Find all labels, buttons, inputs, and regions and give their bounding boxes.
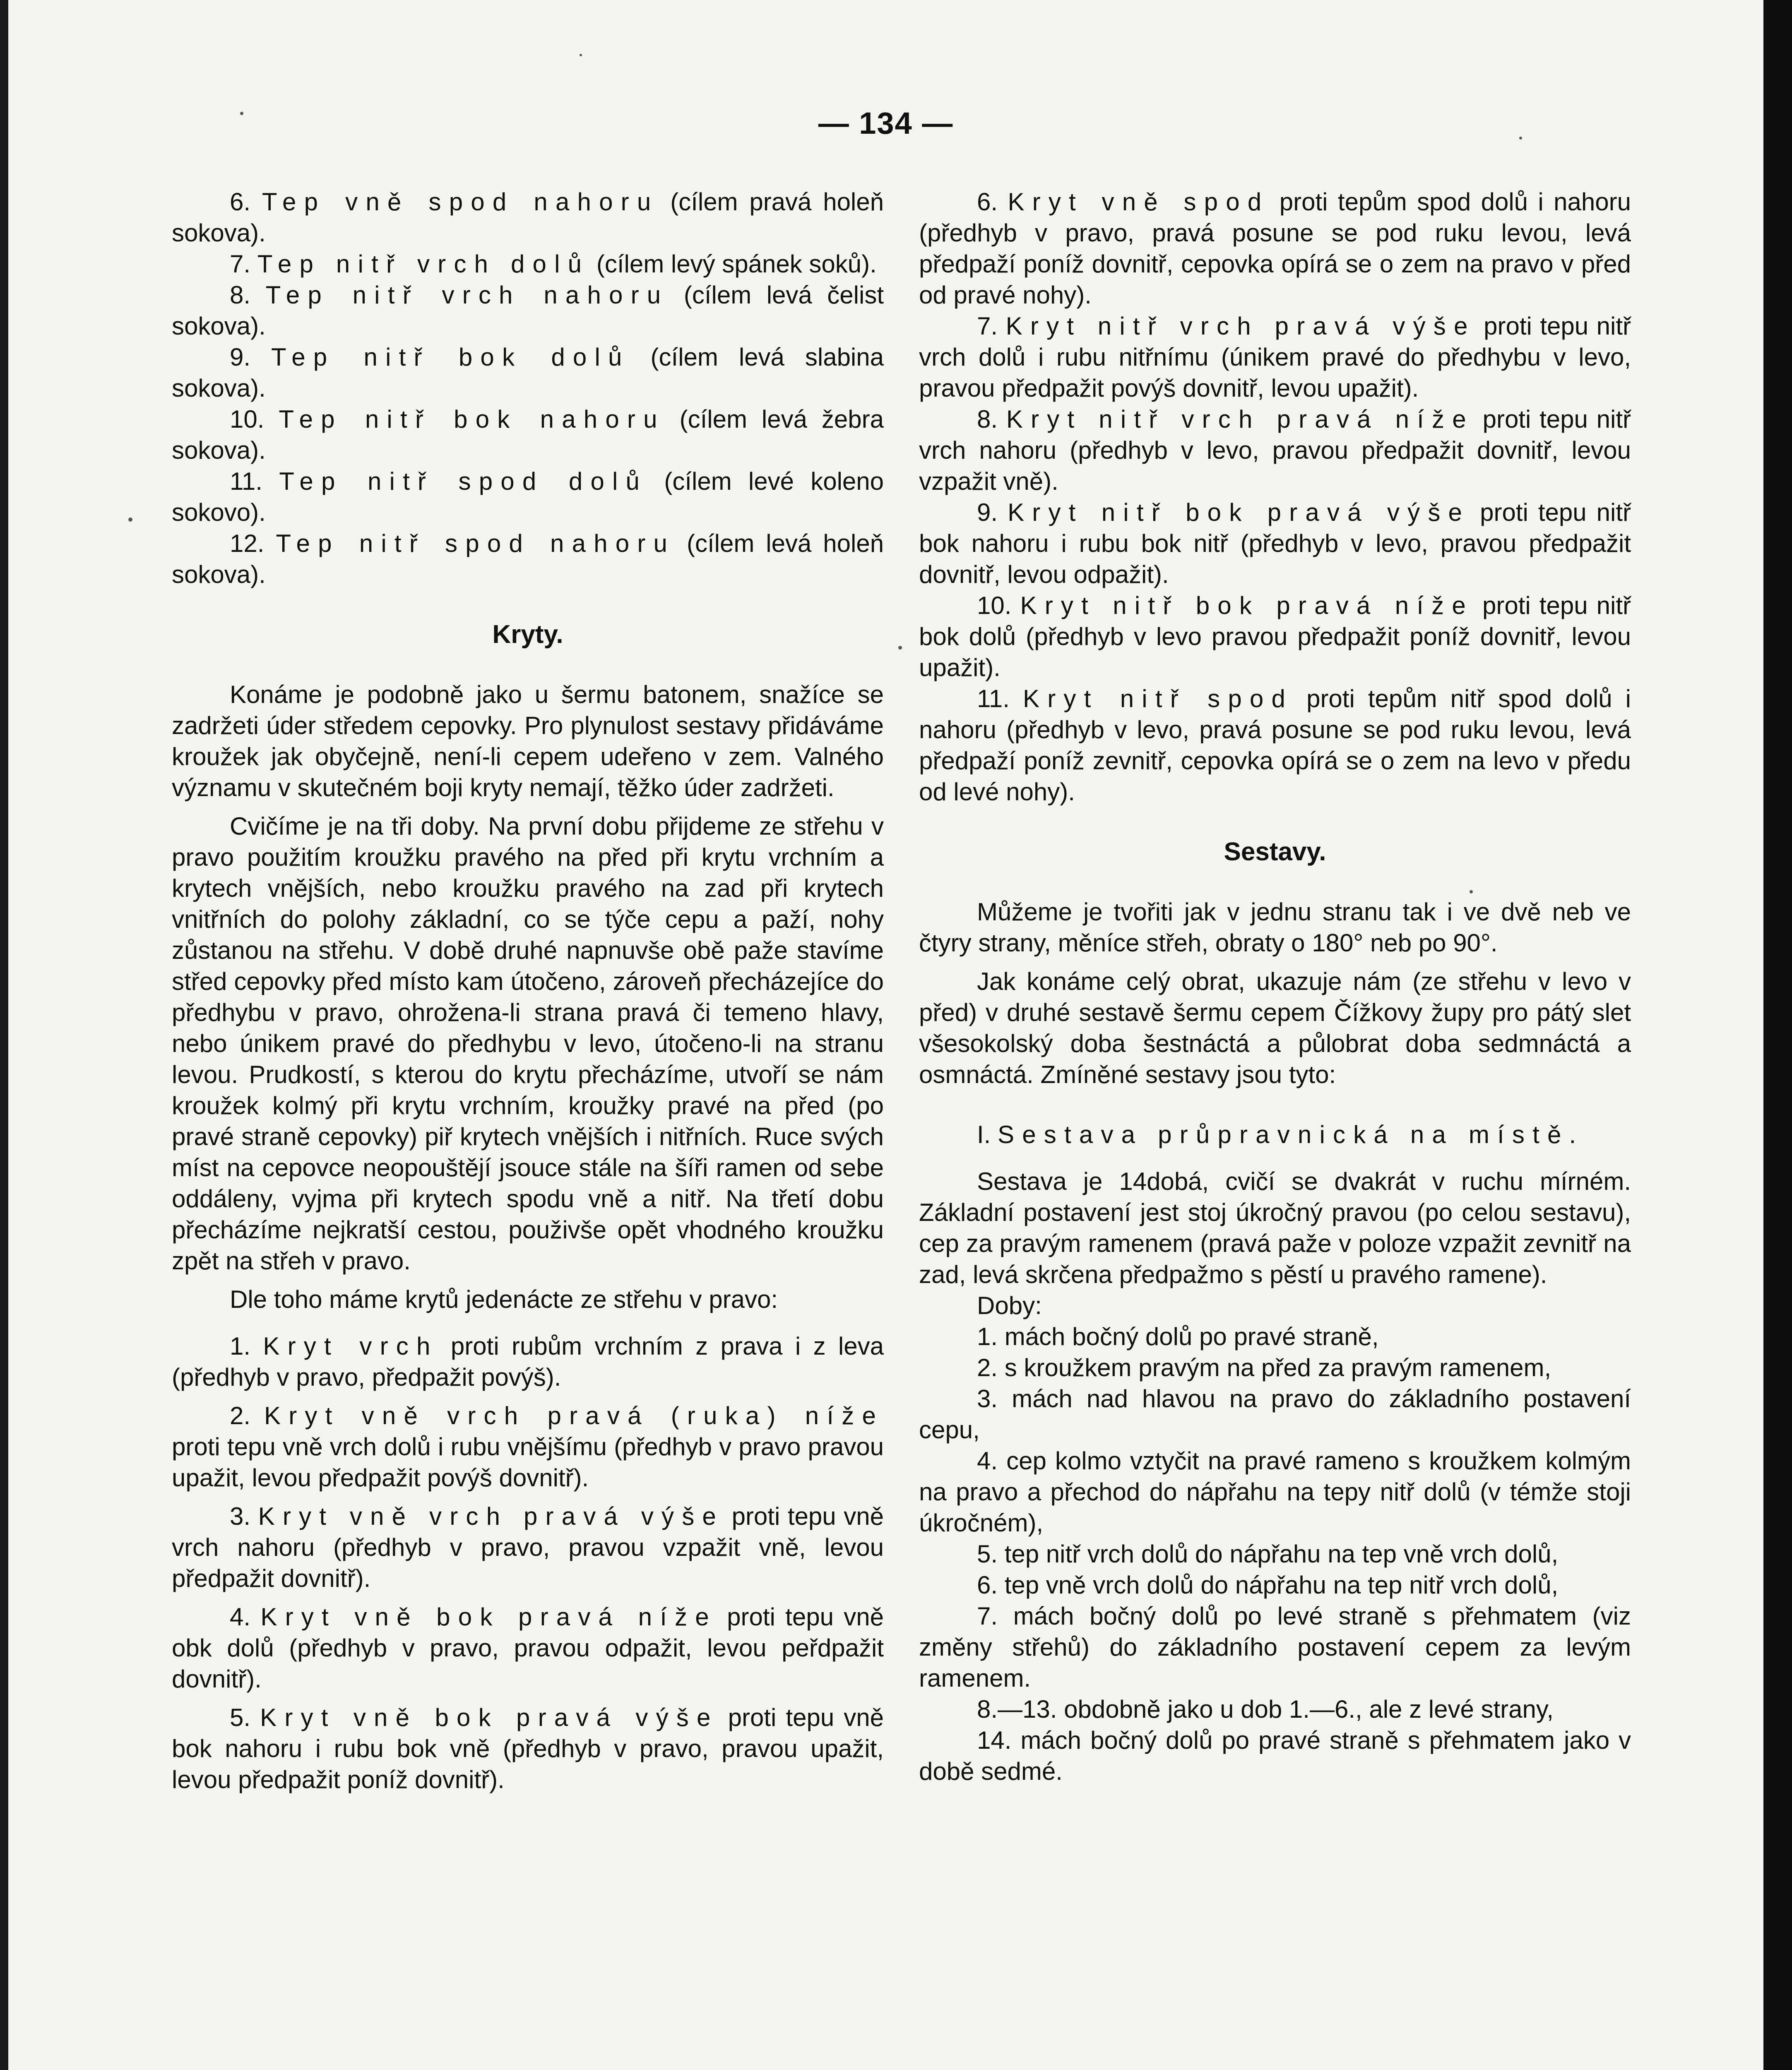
item-text: proti tepu vně obk dolů (předhyb v pravo, pravou odpažit, levou peřdpažit dovnitř). — [172, 1603, 884, 1693]
item-number: 10. — [977, 592, 1012, 619]
doby-item: 6. tep vně vrch dolů do nápřahu na tep nitř vrch dolů, — [977, 1571, 1559, 1599]
item-term: Tep nitř vrch dolů — [257, 250, 590, 278]
doby-item: 5. tep nitř vrch dolů do nápřahu na tep vně vrch dolů, — [977, 1540, 1559, 1568]
item-number: 1. — [230, 1332, 251, 1360]
paragraph: Sestava je 14dobá, cvičí se dvakrát v ruchu mírném. Základní postavení jest stoj úkročný pravou (po celou sestavu), cep za pravým ramenem (pravá paže v poloze vzpažit zevnitř na zad, levá skrčena předpažmo s pěstí u pravého ramene). — [919, 1167, 1631, 1288]
item-number: 8. — [230, 281, 251, 309]
item-number: 5. — [230, 1704, 251, 1731]
item-text: proti tepům spod dolů i nahoru (předhyb v pravo, pravá posune se pod ruku levou, levá předpaží poníž dovnitř, cepovka opírá se o zem na pravo v před od pravé nohy). — [919, 188, 1631, 309]
doby-item: 14. mách bočný dolů po pravé straně s přehmatem jako v době sedmé. — [919, 1726, 1631, 1785]
item-text: proti tepu nitř vrch nahoru (předhyb v levo, pravou předpažit dovnitř, levou vzpažit vně). — [919, 405, 1631, 495]
doby-item: 2. s kroužkem pravým na před za pravým ramenem, — [977, 1354, 1551, 1382]
item-number: 11. — [977, 685, 1010, 712]
doby-item: 4. cep kolmo vztyčit na pravé rameno s kroužkem kolmým na pravo a přechod do nápřahu na tepy nitř dolů (v témže stoji úkročném), — [919, 1447, 1631, 1537]
tep-item — [172, 466, 884, 528]
scan-speck — [898, 646, 902, 650]
doby-item: 1. mách bočný dolů po pravé straně, — [977, 1323, 1379, 1350]
scan-speck — [580, 54, 582, 56]
item-term: Kryt nitř bok pravá výše — [1008, 498, 1470, 526]
paragraph: Dle toho máme krytů jedenácte ze střehu v pravo: — [230, 1285, 778, 1313]
subsection-title-text: Sestava průpravnická na místě. — [998, 1121, 1584, 1148]
item-term: Kryt nitř bok pravá níže — [1020, 592, 1474, 619]
item-text: proti tepu nitř vrch dolů i rubu nitřnímu (únikem pravé do předhybu v levo, pravou předpažit povýš dovnitř, levou upažit). — [919, 312, 1631, 402]
item-term: Kryt vně spod — [1008, 188, 1270, 216]
item-number: 7. — [230, 250, 251, 278]
item-text: proti tepu vně vrch dolů i rubu vnějšímu (předhyb v pravo pravou upažit, levou předpažit povýš dovnitř). — [172, 1433, 884, 1492]
kryt-item — [919, 186, 1631, 310]
item-text: proti tepu nitř bok nahoru i rubu bok nitř (předhyb v levo, pravou předpažit dovnitř, levou odpažit). — [919, 498, 1631, 588]
kryt-item — [919, 497, 1631, 590]
item-text: (cílem levá čelist sokova). — [172, 281, 884, 340]
item-term: Kryt nitř spod — [1023, 685, 1294, 712]
item-term: Kryt vně vrch pravá výše — [258, 1502, 724, 1530]
item-term: Tep vně spod nahoru — [262, 188, 659, 216]
kryt-item — [919, 590, 1631, 683]
kryt-item — [172, 1331, 884, 1393]
item-number: 9. — [977, 498, 998, 526]
scanned-page — [8, 0, 1763, 2070]
section-heading-kryty: Kryty. — [492, 620, 563, 649]
item-text: (cílem levá holeň sokova). — [172, 530, 884, 588]
item-text: (cílem levá slabina sokova). — [172, 343, 884, 402]
kryt-item — [919, 683, 1631, 807]
tep-item — [172, 528, 884, 590]
tep-item — [172, 248, 884, 279]
item-number: 12. — [230, 530, 265, 557]
item-term: Tep nitř bok dolů — [271, 343, 630, 371]
kryt-item — [172, 1601, 884, 1695]
paragraph: Konáme je podobně jako u šermu batonem, snažíce se zadržeti úder středem cepovky. Pro plynulost sestavy přidáváme kroužek jak obyčejně, není-li cepem udeřeno v zem. Valného významu v skutečném boji kryty nemají, těžko úder zadržeti. — [172, 681, 884, 802]
item-number: 6. — [977, 188, 998, 216]
item-number: 4. — [230, 1603, 251, 1631]
scan-speck — [240, 112, 243, 115]
tep-item — [172, 404, 884, 466]
item-text: proti tepu nitř bok dolů (předhyb v levo pravou předpažit poníž dovnitř, levou upažit). — [919, 592, 1631, 681]
right-column — [919, 186, 1631, 1787]
kryt-item — [919, 404, 1631, 497]
left-column — [172, 186, 884, 1795]
kryt-item — [919, 310, 1631, 404]
item-term: Kryt nitř vrch pravá výše — [1005, 312, 1476, 340]
item-number: 10. — [230, 405, 265, 433]
doby-label: Doby: — [977, 1292, 1042, 1319]
tep-item — [172, 186, 884, 248]
item-text: (cílem levé koleno sokovo). — [172, 467, 884, 526]
tep-item — [172, 342, 884, 404]
item-text: proti tepu vně vrch nahoru (předhyb v pravo, pravou vzpažit vně, levou předpažit dovnitř). — [172, 1502, 884, 1592]
item-text: proti tepům nitř spod dolů i nahoru (předhyb v levo, pravá posune se pod ruku levou, levá předpaží poníž zevnitř, cepovka opírá se o zem na levo v předu od levé nohy). — [919, 685, 1631, 806]
paragraph: Můžeme je tvořiti jak v jednu stranu tak i ve dvě neb ve čtyry strany, měníce střeh, obraty o 180° neb po 90°. — [919, 898, 1631, 957]
item-number: 9. — [230, 343, 251, 371]
scan-speck — [1470, 890, 1473, 893]
item-text: (cílem levá žebra sokova). — [172, 405, 884, 464]
item-number: 7. — [977, 312, 998, 340]
item-term: Tep nitř spod dolů — [279, 467, 648, 495]
scan-speck — [1519, 137, 1522, 140]
subsection-number: I. — [977, 1121, 991, 1148]
tep-item — [172, 279, 884, 342]
item-term: Kryt nitř vrch pravá níže — [1006, 405, 1474, 433]
kryt-item — [172, 1702, 884, 1795]
item-text: proti rubům vrchním z prava i z leva (předhyb v pravo, předpažit povýš). — [172, 1332, 884, 1391]
item-term: Kryt vrch — [263, 1332, 438, 1360]
doby-item: 8.—13. obdobně jako u dob 1.—6., ale z levé strany, — [977, 1695, 1554, 1723]
item-term: Tep nitř spod nahoru — [276, 530, 676, 557]
doby-item: 7. mách bočný dolů po levé straně s přehmatem (viz změny střehů) do základního postavení cepem za levým ramenem. — [919, 1602, 1631, 1692]
item-number: 2. — [230, 1402, 251, 1430]
subsection-title — [919, 1119, 1631, 1150]
item-term: Kryt vně bok pravá výše — [260, 1704, 719, 1731]
doby-item: 3. mách nad hlavou na pravo do základního postavení cepu, — [919, 1385, 1631, 1444]
item-text: (cílem levý spánek soků). — [589, 250, 877, 278]
item-number: 11. — [230, 467, 262, 495]
item-term: Tep nitř vrch nahoru — [265, 281, 669, 309]
paragraph: Jak konáme celý obrat, ukazuje nám (ze střehu v levo v před) v druhé sestavě šermu cepem Čížkovy župy pro pátý slet všesokolský doba šestnáctá a půlobrat doba sedmnáctá a osmnáctá. Zmíněné sestavy jsou tyto: — [919, 968, 1631, 1088]
item-term: Kryt vně bok pravá níže — [260, 1603, 717, 1631]
item-number: 6. — [230, 188, 251, 216]
kryt-item — [172, 1501, 884, 1594]
page-number: — 134 — — [818, 106, 954, 140]
paragraph: Cvičíme je na tři doby. Na první dobu přijdeme ze střehu v pravo použitím kroužku pravého na před při krytu vrchním a krytech vnějších, nebo kroužku pravého na zad při krytech vnitřních do polohy základní, co se týče cepu a paží, nohy zůstanou na střehu. V době druhé napnuvše obě paže stavíme střed cepovky před místo kam útočeno, zároveň přecházejíce do předhybu v pravo, ohrožena-li strana pravá či temeno hlavy, nebo únikem pravé do předhybu v levo, útočeno-li na stranu levou. Prudkostí, s kterou do krytu přecházíme, utvoří se nám kroužek kolmý při krytu vrchním, kroužky pravé na před (po pravé straně cepovky) piř krytech vnějších i nitřních. Ruce svých míst na cepovce neopouštějí jsouce stále na šíři ramen od sebe oddáleny, vyjma při krytech spodu vně a nitř. Na třetí dobu přecházíme nejkratší cestou, použivše opět vhodného kroužku zpět na střeh v pravo. — [172, 812, 884, 1275]
item-number: 8. — [977, 405, 998, 433]
section-heading-sestavy: Sestavy. — [1224, 838, 1326, 866]
item-term: Kryt vně vrch pravá (ruka) níže — [264, 1402, 884, 1430]
item-text: proti tepu vně bok nahoru i rubu bok vně (předhyb v pravo, pravou upažit, levou předpažit poníž dovnitř). — [172, 1704, 884, 1793]
item-number: 3. — [230, 1502, 251, 1530]
kryt-item — [172, 1400, 884, 1493]
scan-border — [1763, 0, 1792, 2070]
item-text: (cílem pravá holeň sokova). — [172, 188, 884, 247]
scan-speck — [128, 518, 132, 522]
item-term: Tep nitř bok nahoru — [279, 405, 665, 433]
